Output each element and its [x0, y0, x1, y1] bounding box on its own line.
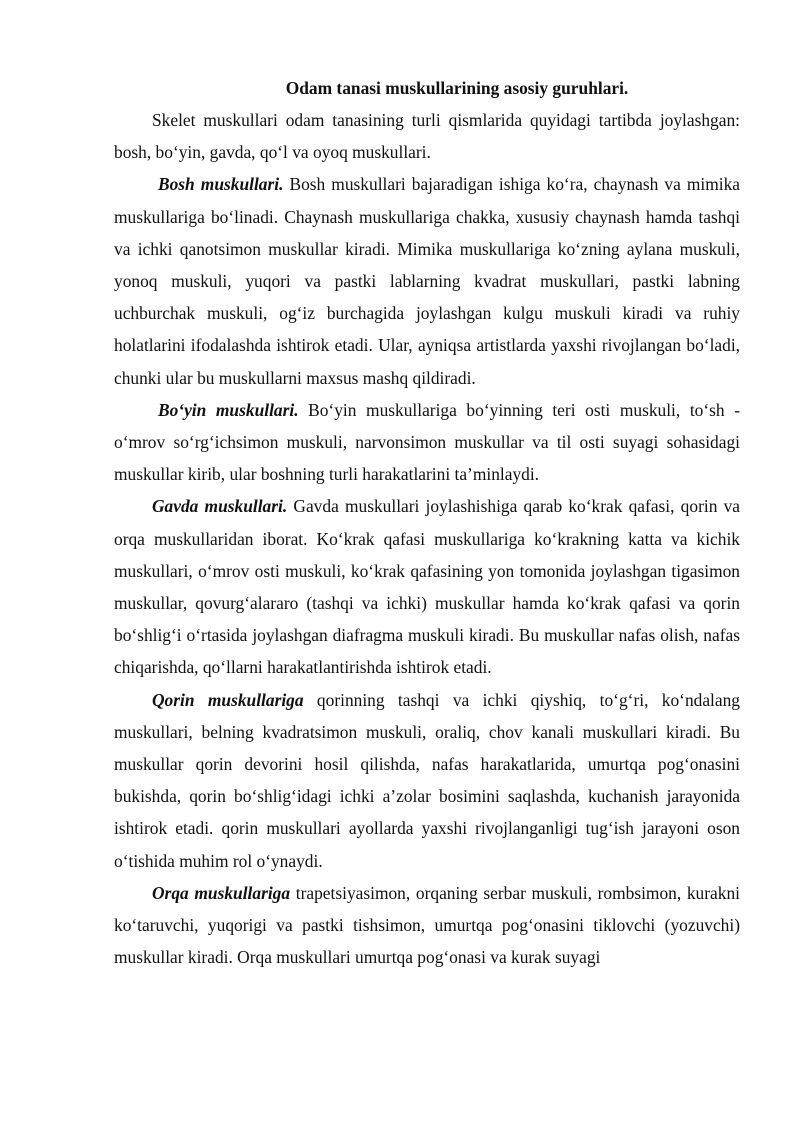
- paragraph-heading: Gavda muskullari.: [152, 496, 288, 517]
- paragraph-text: Bosh muskullari bajaradigan ishiga ko‘ra, chaynash va mimika muskullariga bo‘linadi. Chaynash muskullariga chakka, xususiy chaynash hamda tashqi va ichki qanotsimon muskullar kiradi. Mimika muskullariga ko‘zning aylana muskuli, yonoq muskuli, yuqori va pastki lablarning kvadrat muskullari, pastki labning uchburchak muskuli, og‘iz burchagida joylashgan kulgu muskuli kiradi va ruhiy holatlarini ifodalashda ishtirok etadi. Ular, ayniqsa artistlarda yaxshi rivojlangan bo‘ladi, chunki ular bu muskullarni maxsus mashq qildiradi.: [114, 174, 740, 388]
- paragraph-skelet: [114, 104, 740, 168]
- paragraph-text: Skelet muskullari odam tanasining turli qismlarida quyidagi tartibda joylashgan: bosh, bo‘yin, gavda, qo‘l va oyoq muskullari.: [114, 110, 740, 163]
- paragraph-text: Gavda muskullari joylashishiga qarab ko‘krak qafasi, qorin va orqa muskullaridan iborat. Ko‘krak qafasi muskullariga ko‘krakning katta va kichik muskullari, o‘mrov osti muskuli, ko‘krak qafasining yon tomonida joylashgan tigasimon muskullar, qovurg‘alararo (tashqi va ichki) muskullar hamda ko‘krak qafasi va qorin bo‘shlig‘i o‘rtasida joylashgan diafragma muskuli kiradi. Bu muskullar nafas olish, nafas chiqarishda, qo‘llarni harakatlantirishda ishtirok etadi.: [114, 496, 740, 678]
- paragraph-heading: Qorin muskullariga: [152, 689, 304, 710]
- paragraph-orqa: [114, 877, 740, 974]
- paragraph-qorin: [114, 684, 740, 877]
- paragraph-text: trapetsiyasimon, orqaning serbar muskuli, rombsimon, kurakni ko‘taruvchi, yuqorigi va pastki tishsimon, umurtqa pog‘onasini tiklovchi (yozuvchi) muskullar kiradi. Orqa muskullari umurtqa pog‘onasi va kurak suyagi: [114, 882, 740, 968]
- paragraph-gavda: [114, 490, 740, 683]
- paragraph-boyin: [114, 394, 740, 491]
- paragraph-heading: Orqa muskullariga: [152, 882, 291, 903]
- document-page: [114, 72, 740, 973]
- paragraph-text: Bo‘yin muskullariga bo‘yinning teri osti muskuli, to‘sh - o‘mrov so‘rg‘ichsimon muskuli, narvonsimon muskullar va til osti suyagi sohasidagi muskullar kirib, ular boshning turli harakatlarini ta’minlaydi.: [114, 399, 740, 485]
- paragraph-heading: Bo‘yin muskullari.: [158, 399, 299, 420]
- document-title: Odam tanasi muskullarining asosiy guruhlari.: [285, 78, 629, 98]
- paragraph-bosh: [114, 168, 740, 393]
- paragraph-heading: Bosh muskullari.: [158, 174, 284, 195]
- paragraph-text: qorinning tashqi va ichki qiyshiq, to‘g‘ri, ko‘ndalang muskullari, belning kvadratsimon muskuli, oraliq, chov kanali muskullari kiradi. Bu muskullar qorin devorini hosil qilishda, nafas harakatlarida, umurtqa pog‘onasini bukishda, qorin bo‘shlig‘idagi ichki a’zolar bosimini saqlashda, kuchanish jarayonida ishtirok etadi. qorin muskullari ayollarda yaxshi rivojlanganligi tug‘ish jarayoni oson o‘tishida muhim rol o‘ynaydi.: [114, 689, 741, 871]
